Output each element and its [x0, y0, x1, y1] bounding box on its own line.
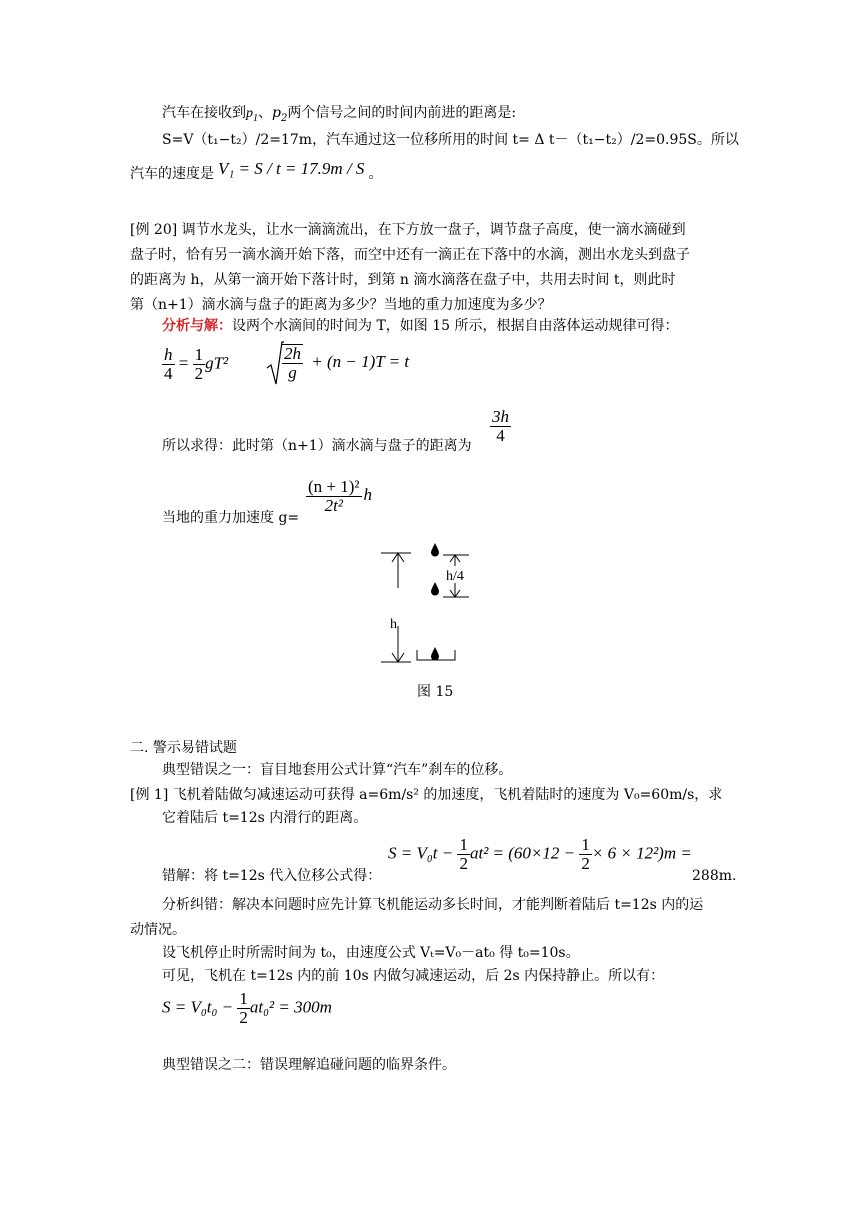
- visible-line: 可见，飞机在 t=12s 内的前 10s 内做匀减速运动，后 2s 内保持静止。所以有：: [162, 968, 665, 984]
- droplet-middle-icon: [431, 582, 439, 596]
- p1-line3-end: 。: [368, 166, 383, 182]
- wrong-solution-label: 错解：将 t=12s 代入位移公式得：: [162, 868, 382, 884]
- result-1-text: 所以求得：此时第（n+1）滴水滴与盘子的距离为: [162, 438, 472, 454]
- typical-error-2: 典型错误之二：错误理解追碰问题的临界条件。: [162, 1057, 456, 1073]
- formula-h-over-4: $\frac{h}{4}$ = $\frac{1}{2}$ gT²: [164, 345, 229, 383]
- typical-error-1: 典型错误之一：盲目地套用公式计算“汽车”刹车的位移。: [162, 762, 513, 778]
- analysis-label: 分析与解：: [162, 318, 232, 334]
- p1-line3: [130, 159, 383, 184]
- ex20-line4: 第（n+1）滴水滴与盘子的距离为多少？当地的重力加速度为多少？: [130, 297, 552, 313]
- p1-var-p2: $p_2$: [272, 105, 288, 124]
- ex20-line3: 的距离为 h，从第一滴开始下落计时，到第 n 滴水滴落在盘子中，共用去时间 t，则此时: [130, 272, 676, 288]
- final-formula: S = V₀t₀ − $\frac{1}{2}$ at₀² = 300m: [162, 989, 332, 1027]
- droplet-plate-icon: [431, 647, 439, 661]
- wrong-result: 288m.: [692, 868, 737, 884]
- p1-text-c: 、: [258, 105, 272, 121]
- result-2-text: 当地的重力加速度 g=: [162, 510, 300, 526]
- p1-text-e: 两个信号之间的时间内前进的距离是:: [287, 105, 517, 121]
- figure-15: [375, 540, 495, 670]
- section-2-heading: 二. 警示易错试题: [130, 740, 237, 756]
- droplet-top-icon: [431, 543, 439, 557]
- figure-h4-label: h/4: [446, 569, 464, 584]
- p1-line2: S=V（t₁−t₂）/2=17m，汽车通过这一位移所用的时间 t= Δ t－（t₁−t₂）/2=0.95S。所以: [162, 132, 739, 148]
- analysis-line: [162, 316, 679, 336]
- ex1-line2: 它着陆后 t=12s 内滑行的距离。: [162, 810, 368, 826]
- formula-sqrt: $\frac{2h}{g}$ + (n − 1)T = t: [266, 340, 409, 386]
- fix-line2: 动情况。: [130, 922, 186, 938]
- p1-line1: [162, 103, 516, 129]
- figure-caption: 图 15: [417, 684, 454, 700]
- p1-line3-text: 汽车的速度是: [130, 166, 214, 182]
- wrong-formula: S = V₀t − $\frac{1}{2}$ at² = (60×12 − $\frac{1}{2}$ × 6 × 12²)m =: [388, 835, 692, 873]
- ex1-line1: [例 1] 飞机着陆做匀减速运动可获得 a=6m/s² 的加速度，飞机着陆时的速度为 V₀=60m/s，求: [130, 787, 723, 803]
- analysis-text: 设两个水滴间的时间为 T，如图 15 所示，根据自由落体运动规律可得：: [232, 318, 679, 334]
- result-2-fraction: $\frac{\text{(n + 1)²}}{\text{2t²}}$ h: [308, 477, 373, 515]
- p1-text-a: 汽车在接收到: [162, 105, 246, 121]
- ex20-line2: 盘子时，恰有另一滴水滴开始下落，而空中还有一滴正在下落中的水滴，测出水龙头到盘子: [130, 247, 690, 263]
- fix-line1: 分析纠错：解决本问题时应先计算飞机能运动多长时间，才能判断着陆后 t=12s 内的运: [162, 897, 704, 913]
- p1-var-p1: $p_1$: [246, 106, 258, 124]
- t0-line: 设飞机停止时所需时间为 t₀，由速度公式 Vₜ=V₀－at₀ 得 t₀=10s。: [162, 945, 580, 961]
- result-1-fraction: $\frac{3h}{4}$: [492, 407, 509, 445]
- ex20-line1: [例 20] 调节水龙头，让水一滴滴流出，在下方放一盘子，调节盘子高度，使一滴水滴碰到: [130, 222, 686, 238]
- figure-h-label: h: [390, 617, 397, 632]
- velocity-formula: V₁ = S / t = 17.9m / S: [218, 159, 365, 178]
